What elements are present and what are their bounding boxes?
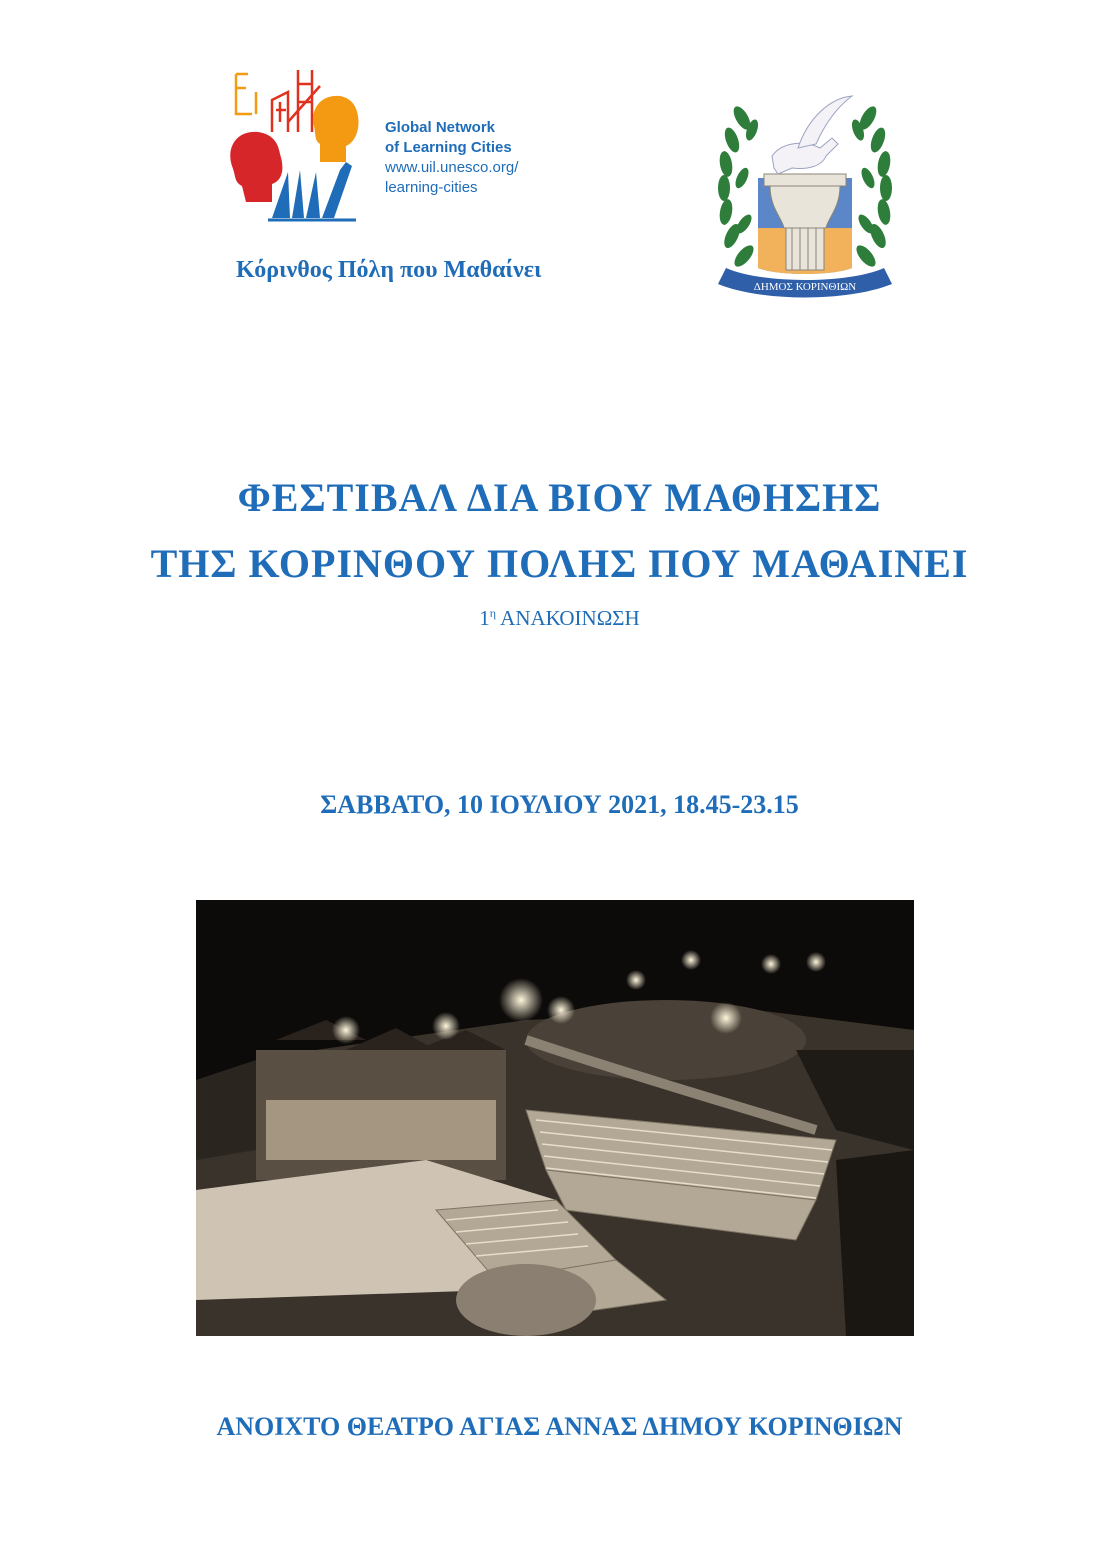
- gnlc-text-block: [385, 118, 518, 198]
- announcement-text: ΑΝΑΚΟΙΝΩΣΗ: [500, 606, 640, 630]
- gnlc-line-4: learning-cities: [385, 179, 478, 196]
- theatre-night-photo: [196, 900, 914, 1336]
- gnlc-line-2: of Learning Cities: [385, 139, 512, 156]
- announcement-label: [0, 606, 1119, 631]
- gnlc-logo: [228, 62, 368, 222]
- announcement-number: 1: [479, 606, 490, 630]
- municipality-emblem: [712, 78, 898, 318]
- event-date-time: ΣΑΒΒΑΤΟ, 10 ΙΟΥΛΙΟΥ 2021, 18.45-23.15: [320, 790, 799, 819]
- city-tagline: Κόρινθος Πόλη που Μαθαίνει: [236, 257, 542, 283]
- gnlc-line-1: Global Network: [385, 119, 496, 136]
- festival-title-line-1: ΦΕΣΤΙΒΑΛ ΔΙΑ ΒΙΟΥ ΜΑΘΗΣΗΣ: [237, 475, 882, 520]
- announcement-ordinal: η: [489, 606, 497, 620]
- gnlc-line-3: www.uil.unesco.org/: [385, 159, 519, 176]
- emblem-ribbon-text: ΔΗΜΟΣ ΚΟΡΙΝΘΙΩΝ: [753, 281, 857, 293]
- festival-title-line-2: ΤΗΣ ΚΟΡΙΝΘΟΥ ΠΟΛΗΣ ΠΟΥ ΜΑΘΑΙΝΕΙ: [150, 541, 969, 586]
- venue-name: ΑΝΟΙΧΤΟ ΘΕΑΤΡΟ ΑΓΙΑΣ ΑΝΝΑΣ ΔΗΜΟΥ ΚΟΡΙΝΘΙΩΝ: [216, 1412, 903, 1441]
